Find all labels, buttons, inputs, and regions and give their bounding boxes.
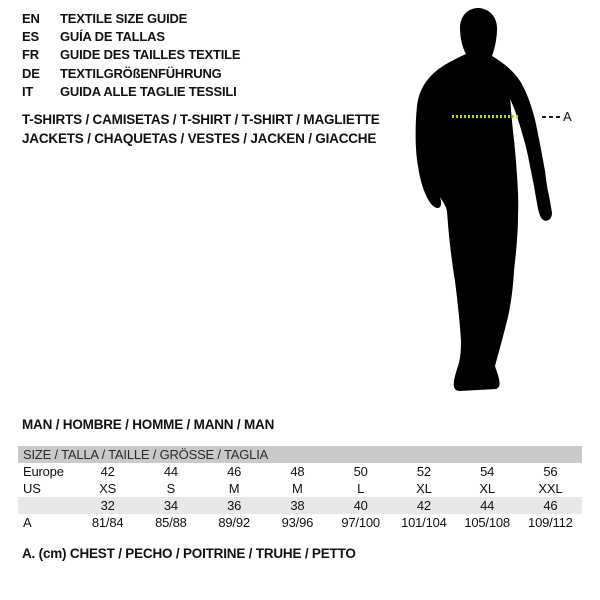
size-value: M: [292, 481, 303, 496]
language-label: GUIDA ALLE TAGLIE TESSILI: [60, 83, 237, 99]
size-value: XL: [416, 481, 432, 496]
size-value: 42: [416, 498, 431, 513]
size-value: 46: [227, 464, 242, 479]
size-table: [18, 446, 582, 531]
size-value: 54: [480, 464, 495, 479]
language-row: [22, 28, 240, 46]
language-row: [22, 65, 240, 83]
section-title-man: MAN / HOMBRE / HOMME / MANN / MAN: [22, 417, 275, 432]
row-label: A: [23, 515, 32, 530]
size-value: S: [166, 481, 176, 496]
chest-measure-line-dotted: [452, 115, 518, 118]
size-value: 36: [227, 498, 242, 513]
language-row: [22, 83, 240, 101]
language-code: EN: [22, 11, 40, 26]
language-list: [22, 10, 240, 101]
row-label: Europe: [23, 464, 64, 479]
category-line-jackets: JACKETS / CHAQUETAS / VESTES / JACKEN / GIACCHE: [22, 131, 377, 146]
size-value: 109/112: [528, 515, 573, 530]
size-value: 97/100: [341, 515, 380, 530]
table-row-us: [18, 480, 582, 497]
table-row-europe: [18, 463, 582, 480]
language-label: GUÍA DE TALLAS: [60, 29, 165, 45]
measurement-footnote: A. (cm) CHEST / PECHO / POITRINE / TRUHE / PETTO: [22, 546, 356, 561]
size-value: 34: [163, 498, 178, 513]
size-value: 52: [416, 464, 431, 479]
category-list: [22, 110, 380, 148]
language-code: IT: [22, 83, 34, 99]
language-row: [22, 10, 240, 28]
man-silhouette-shape: [416, 8, 552, 391]
size-value: 38: [290, 498, 305, 513]
size-value: 101/104: [401, 515, 447, 530]
language-code: ES: [22, 29, 39, 45]
language-code: FR: [22, 47, 39, 63]
size-value: 93/96: [281, 515, 314, 530]
size-value: M: [228, 481, 240, 496]
category-line-tshirts: T-SHIRTS / CAMISETAS / T-SHIRT / T-SHIRT / MAGLIETTE: [22, 112, 380, 127]
measure-label-a: A: [563, 109, 572, 124]
size-value: XL: [479, 481, 495, 496]
man-silhouette-image: [403, 4, 575, 396]
size-value: 48: [290, 464, 305, 479]
size-value: XXL: [538, 481, 563, 496]
size-value: 89/92: [218, 515, 250, 530]
row-label: [18, 497, 76, 514]
size-value: 40: [353, 498, 368, 513]
size-value: 81/84: [91, 515, 124, 530]
table-row-chest: [18, 514, 582, 531]
size-value: 42: [100, 464, 115, 479]
size-value: 46: [543, 498, 558, 513]
language-row: [22, 46, 240, 64]
size-value: 44: [163, 464, 178, 479]
size-value: 85/88: [155, 515, 187, 530]
language-label: TEXTILE SIZE GUIDE: [60, 11, 188, 26]
size-value: L: [357, 481, 365, 496]
size-value: XS: [99, 481, 117, 496]
language-label: GUIDE DES TAILLES TEXTILE: [60, 47, 241, 63]
size-value: 50: [353, 464, 368, 479]
row-label: US: [23, 481, 41, 496]
table-row-numeric: [18, 497, 582, 514]
size-value: 56: [543, 464, 558, 479]
size-value: 105/108: [464, 515, 510, 530]
size-table-header: SIZE / TALLA / TAILLE / GRÖSSE / TAGLIA: [18, 446, 582, 463]
language-code: DE: [22, 65, 40, 81]
size-value: 44: [480, 498, 495, 513]
size-value: 32: [100, 498, 115, 513]
chest-measure-line-dashes: [542, 116, 561, 118]
language-label: TEXTILGRÖßENFÜHRUNG: [60, 65, 222, 81]
